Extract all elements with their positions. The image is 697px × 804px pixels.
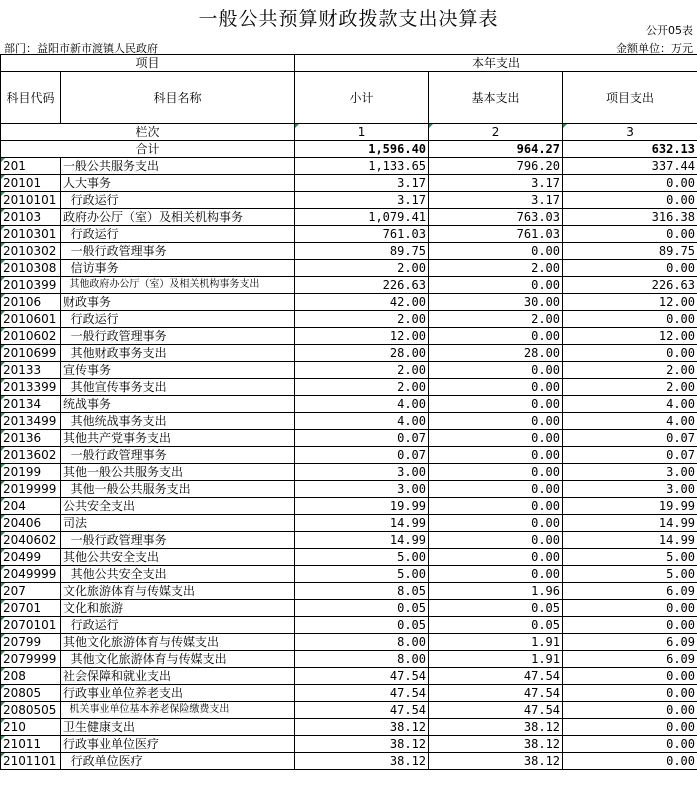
row-project: 0.07 [563, 447, 697, 464]
row-subtotal: 28.00 [295, 345, 429, 362]
row-project: 3.00 [563, 481, 697, 498]
row-project: 6.09 [563, 634, 697, 651]
table-row [1, 668, 697, 685]
row-code: 2040602 [1, 532, 61, 549]
row-basic: 0.00 [429, 396, 563, 413]
row-subtotal: 19.99 [295, 498, 429, 515]
row-name: 文化旅游体育与传媒支出 [61, 583, 295, 600]
row-name: 政府办公厅（室）及相关机构事务 [61, 209, 295, 226]
row-code: 20136 [1, 430, 61, 447]
row-code: 2070101 [1, 617, 61, 634]
form-code: 公开05表 [646, 24, 693, 37]
row-basic: 0.00 [429, 481, 563, 498]
table-row [1, 192, 697, 209]
row-code: 2010308 [1, 260, 61, 277]
table-row [1, 243, 697, 260]
row-project: 0.00 [563, 719, 697, 736]
row-project: 0.00 [563, 311, 697, 328]
row-project: 0.00 [563, 192, 697, 209]
row-basic: 0.00 [429, 277, 563, 294]
row-basic: 0.00 [429, 549, 563, 566]
row-code: 2080505 [1, 702, 61, 719]
row-project: 0.00 [563, 260, 697, 277]
row-subtotal: 3.17 [295, 175, 429, 192]
row-basic: 2.00 [429, 311, 563, 328]
row-project: 2.00 [563, 379, 697, 396]
table-row [1, 158, 697, 175]
expenditure-table [0, 54, 697, 770]
column-index-2: 2 [429, 124, 563, 141]
row-name: 其他文化旅游体育与传媒支出 [61, 634, 295, 651]
row-name: 公共安全支出 [61, 498, 295, 515]
row-basic: 3.17 [429, 175, 563, 192]
row-code: 20103 [1, 209, 61, 226]
header-this-year: 本年支出 [295, 55, 697, 72]
table-row [1, 566, 697, 583]
row-subtotal: 38.12 [295, 753, 429, 770]
row-basic: 0.00 [429, 430, 563, 447]
row-project: 0.07 [563, 430, 697, 447]
table-row [1, 379, 697, 396]
row-name: 其他统战事务支出 [61, 413, 295, 430]
row-name: 其他财政事务支出 [61, 345, 295, 362]
table-row [1, 736, 697, 753]
table-row [1, 413, 697, 430]
table-row [1, 345, 697, 362]
row-subtotal: 0.05 [295, 617, 429, 634]
row-code: 20499 [1, 549, 61, 566]
row-project: 14.99 [563, 515, 697, 532]
header-row-1 [1, 55, 697, 72]
table-row [1, 464, 697, 481]
row-name: 行政运行 [61, 311, 295, 328]
row-subtotal: 0.07 [295, 430, 429, 447]
row-subtotal: 5.00 [295, 549, 429, 566]
row-basic: 2.00 [429, 260, 563, 277]
row-basic: 38.12 [429, 753, 563, 770]
table-row [1, 294, 697, 311]
row-project: 337.44 [563, 158, 697, 175]
table-row [1, 396, 697, 413]
row-name: 其他宣传事务支出 [61, 379, 295, 396]
row-name: 行政运行 [61, 617, 295, 634]
row-subtotal: 2.00 [295, 379, 429, 396]
row-project: 0.00 [563, 600, 697, 617]
header-basic: 基本支出 [429, 72, 563, 124]
row-subtotal: 12.00 [295, 328, 429, 345]
row-basic: 0.00 [429, 243, 563, 260]
row-project: 0.00 [563, 226, 697, 243]
row-subtotal: 47.54 [295, 685, 429, 702]
row-project: 0.00 [563, 702, 697, 719]
table-row [1, 685, 697, 702]
row-code: 20101 [1, 175, 61, 192]
row-basic: 761.03 [429, 226, 563, 243]
row-name: 一般行政管理事务 [61, 447, 295, 464]
row-project: 4.00 [563, 413, 697, 430]
row-basic: 0.00 [429, 566, 563, 583]
row-subtotal: 3.00 [295, 481, 429, 498]
row-code: 20199 [1, 464, 61, 481]
row-subtotal: 226.63 [295, 277, 429, 294]
row-project: 0.00 [563, 345, 697, 362]
row-project: 0.00 [563, 668, 697, 685]
row-subtotal: 2.00 [295, 362, 429, 379]
row-subtotal: 8.00 [295, 634, 429, 651]
row-subtotal: 42.00 [295, 294, 429, 311]
column-index-row [1, 124, 697, 141]
row-basic: 0.05 [429, 600, 563, 617]
row-name: 卫生健康支出 [61, 719, 295, 736]
row-code: 20799 [1, 634, 61, 651]
row-subtotal: 2.00 [295, 311, 429, 328]
table-row [1, 583, 697, 600]
row-basic: 0.00 [429, 328, 563, 345]
table-row [1, 311, 697, 328]
row-code: 20134 [1, 396, 61, 413]
amount-unit-label: 金额单位：万元 [616, 42, 693, 55]
row-subtotal: 761.03 [295, 226, 429, 243]
row-basic: 47.54 [429, 668, 563, 685]
table-row [1, 617, 697, 634]
row-basic: 28.00 [429, 345, 563, 362]
row-project: 6.09 [563, 583, 697, 600]
row-code: 2010101 [1, 192, 61, 209]
table-row [1, 328, 697, 345]
row-code: 2010601 [1, 311, 61, 328]
row-basic: 0.00 [429, 362, 563, 379]
table-row [1, 447, 697, 464]
table-row [1, 362, 697, 379]
header-subtotal: 小计 [295, 72, 429, 124]
row-name: 其他文化旅游体育与传媒支出 [61, 651, 295, 668]
row-subtotal: 47.54 [295, 702, 429, 719]
row-project: 2.00 [563, 362, 697, 379]
row-name: 统战事务 [61, 396, 295, 413]
row-subtotal: 1,079.41 [295, 209, 429, 226]
row-name: 行政事业单位养老支出 [61, 685, 295, 702]
total-subtotal: 1,596.40 [295, 141, 429, 158]
column-index-1: 1 [295, 124, 429, 141]
row-code: 20406 [1, 515, 61, 532]
table-row [1, 498, 697, 515]
total-project: 632.13 [563, 141, 697, 158]
row-project: 89.75 [563, 243, 697, 260]
table-row [1, 226, 697, 243]
table-row [1, 175, 697, 192]
row-code: 2013499 [1, 413, 61, 430]
row-name: 其他公共安全支出 [61, 566, 295, 583]
row-name: 社会保障和就业支出 [61, 668, 295, 685]
row-project: 0.00 [563, 736, 697, 753]
row-project: 14.99 [563, 532, 697, 549]
row-basic: 47.54 [429, 702, 563, 719]
row-subtotal: 38.12 [295, 736, 429, 753]
row-basic: 0.00 [429, 498, 563, 515]
row-code: 20701 [1, 600, 61, 617]
row-subtotal: 0.07 [295, 447, 429, 464]
row-name: 机关事业单位基本养老保险缴费支出 [61, 702, 295, 719]
row-basic: 1.96 [429, 583, 563, 600]
row-project: 19.99 [563, 498, 697, 515]
row-code: 2079999 [1, 651, 61, 668]
row-code: 201 [1, 158, 61, 175]
total-basic: 964.27 [429, 141, 563, 158]
table-row [1, 532, 697, 549]
table-row [1, 549, 697, 566]
row-basic: 0.00 [429, 515, 563, 532]
row-name: 行政运行 [61, 192, 295, 209]
row-subtotal: 4.00 [295, 396, 429, 413]
row-code: 20805 [1, 685, 61, 702]
row-basic: 1.91 [429, 651, 563, 668]
row-name: 人大事务 [61, 175, 295, 192]
column-index-3: 3 [563, 124, 697, 141]
row-basic: 763.03 [429, 209, 563, 226]
row-code: 2019999 [1, 481, 61, 498]
row-name: 宣传事务 [61, 362, 295, 379]
table-row [1, 260, 697, 277]
row-subtotal: 8.05 [295, 583, 429, 600]
row-project: 0.00 [563, 617, 697, 634]
row-code: 204 [1, 498, 61, 515]
row-subtotal: 38.12 [295, 719, 429, 736]
row-code: 20133 [1, 362, 61, 379]
row-name: 其他政府办公厅（室）及相关机构事务支出 [61, 277, 295, 294]
row-name: 其他一般公共服务支出 [61, 481, 295, 498]
row-project: 4.00 [563, 396, 697, 413]
row-name: 一般行政管理事务 [61, 532, 295, 549]
row-basic: 0.00 [429, 379, 563, 396]
row-subtotal: 2.00 [295, 260, 429, 277]
row-project: 226.63 [563, 277, 697, 294]
row-code: 2013602 [1, 447, 61, 464]
row-code: 2010302 [1, 243, 61, 260]
row-subtotal: 4.00 [295, 413, 429, 430]
row-code: 2010399 [1, 277, 61, 294]
row-name: 司法 [61, 515, 295, 532]
table-row [1, 719, 697, 736]
row-subtotal: 0.05 [295, 600, 429, 617]
table-row [1, 753, 697, 770]
row-basic: 30.00 [429, 294, 563, 311]
row-name: 行政运行 [61, 226, 295, 243]
table-row [1, 651, 697, 668]
row-name: 其他公共安全支出 [61, 549, 295, 566]
row-name: 其他一般公共服务支出 [61, 464, 295, 481]
row-name: 行政事业单位医疗 [61, 736, 295, 753]
table-row [1, 600, 697, 617]
row-basic: 3.17 [429, 192, 563, 209]
total-row [1, 141, 697, 158]
row-subtotal: 8.00 [295, 651, 429, 668]
row-project: 12.00 [563, 294, 697, 311]
header-name: 科目名称 [61, 72, 295, 124]
row-code: 2049999 [1, 566, 61, 583]
row-name: 一般公共服务支出 [61, 158, 295, 175]
row-name: 财政事务 [61, 294, 295, 311]
header-code: 科目代码 [1, 72, 61, 124]
row-subtotal: 3.17 [295, 192, 429, 209]
table-row [1, 634, 697, 651]
table-row [1, 209, 697, 226]
row-basic: 796.20 [429, 158, 563, 175]
row-basic: 0.00 [429, 413, 563, 430]
row-code: 2010602 [1, 328, 61, 345]
row-code: 2010301 [1, 226, 61, 243]
row-project: 316.38 [563, 209, 697, 226]
row-basic: 0.00 [429, 447, 563, 464]
row-project: 0.00 [563, 175, 697, 192]
table-row [1, 702, 697, 719]
row-code: 21011 [1, 736, 61, 753]
row-project: 6.09 [563, 651, 697, 668]
total-label: 合计 [1, 141, 295, 158]
row-code: 2013399 [1, 379, 61, 396]
row-basic: 0.00 [429, 464, 563, 481]
header-item: 项目 [1, 55, 295, 72]
row-project: 5.00 [563, 566, 697, 583]
row-code: 208 [1, 668, 61, 685]
row-project: 3.00 [563, 464, 697, 481]
row-subtotal: 14.99 [295, 532, 429, 549]
row-name: 一般行政管理事务 [61, 243, 295, 260]
row-code: 210 [1, 719, 61, 736]
page-title: 一般公共预算财政拨款支出决算表 [198, 8, 499, 30]
row-code: 2101101 [1, 753, 61, 770]
table-row [1, 481, 697, 498]
row-basic: 38.12 [429, 736, 563, 753]
header-project: 项目支出 [563, 72, 697, 124]
row-basic: 0.00 [429, 532, 563, 549]
row-subtotal: 5.00 [295, 566, 429, 583]
row-basic: 47.54 [429, 685, 563, 702]
row-subtotal: 89.75 [295, 243, 429, 260]
row-code: 207 [1, 583, 61, 600]
row-name: 一般行政管理事务 [61, 328, 295, 345]
row-project: 0.00 [563, 685, 697, 702]
row-subtotal: 3.00 [295, 464, 429, 481]
row-basic: 1.91 [429, 634, 563, 651]
department-label: 部门：益阳市新市渡镇人民政府 [4, 42, 158, 55]
table-row [1, 515, 697, 532]
header-row-2 [1, 72, 697, 124]
row-subtotal: 47.54 [295, 668, 429, 685]
row-code: 2010699 [1, 345, 61, 362]
table-row [1, 277, 697, 294]
row-name: 行政单位医疗 [61, 753, 295, 770]
table-row [1, 430, 697, 447]
row-basic: 38.12 [429, 719, 563, 736]
row-subtotal: 1,133.65 [295, 158, 429, 175]
row-name: 文化和旅游 [61, 600, 295, 617]
row-name: 信访事务 [61, 260, 295, 277]
row-project: 0.00 [563, 753, 697, 770]
row-code: 20106 [1, 294, 61, 311]
row-basic: 0.05 [429, 617, 563, 634]
row-subtotal: 14.99 [295, 515, 429, 532]
column-index-label: 栏次 [1, 124, 295, 141]
row-project: 12.00 [563, 328, 697, 345]
row-project: 5.00 [563, 549, 697, 566]
row-name: 其他共产党事务支出 [61, 430, 295, 447]
